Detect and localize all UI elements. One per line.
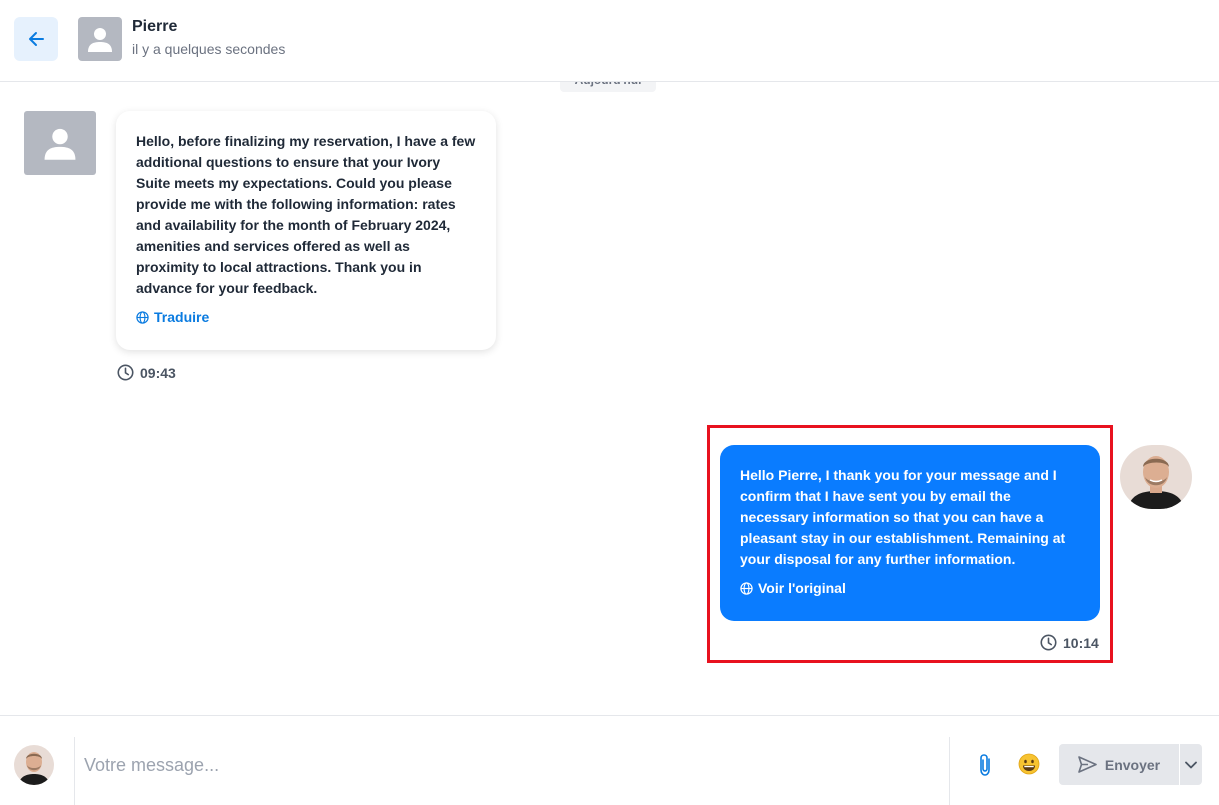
composer-divider: [949, 737, 950, 805]
incoming-message-time: [117, 364, 176, 381]
incoming-message-bubble: [116, 111, 496, 350]
paperclip-icon: [977, 753, 993, 777]
contact-avatar: [78, 17, 122, 61]
message-input[interactable]: [84, 746, 934, 784]
attach-button[interactable]: [973, 751, 997, 779]
emoji-button[interactable]: [1016, 751, 1042, 777]
sender-avatar: [24, 111, 96, 175]
send-icon: [1078, 756, 1097, 773]
user-placeholder-icon: [86, 25, 114, 53]
arrow-left-icon: [26, 29, 46, 49]
contact-status: il y a quelques secondes: [132, 41, 286, 57]
incoming-time-label: 09:43: [140, 364, 176, 381]
chevron-down-icon: [1185, 761, 1197, 769]
chat-header: [0, 0, 1219, 82]
outgoing-time-label: 10:14: [1063, 634, 1099, 651]
user-placeholder-icon: [42, 125, 78, 161]
send-button[interactable]: [1059, 744, 1179, 785]
view-original-label: Voir l'original: [758, 580, 846, 596]
composer-divider: [74, 737, 75, 805]
user-photo-icon: [14, 745, 54, 785]
current-user-avatar: [14, 745, 54, 785]
clock-icon: [117, 364, 134, 381]
back-button[interactable]: [14, 17, 58, 61]
outgoing-message-text: Hello Pierre, I thank you for your message and I confirm that I have sent you by email the necessary information so that you can have a pleasant stay in our establishment. Remaining at your disposal for any further information.: [740, 467, 1066, 567]
globe-icon: [136, 311, 149, 324]
translate-link[interactable]: [136, 309, 476, 325]
contact-name: Pierre: [132, 18, 178, 35]
smiley-icon: [1018, 753, 1040, 775]
clock-icon: [1040, 634, 1057, 651]
globe-icon: [740, 582, 753, 595]
host-avatar: [1120, 445, 1192, 509]
send-options-button[interactable]: [1180, 744, 1202, 785]
send-label: Envoyer: [1104, 756, 1161, 773]
incoming-message-text: Hello, before finalizing my reservation, I have a few additional questions to ensure that your Ivory Suite meets my expectations. Could you please provide me with the following information: rates and availability for the month of February 2024, amenities and services offered as well as proximity to local attractions. Thank you in advance for your feedback.: [136, 133, 476, 296]
host-photo-icon: [1120, 445, 1192, 509]
translate-label: Traduire: [154, 309, 210, 325]
message-composer: [0, 715, 1219, 805]
outgoing-message-time: [1040, 634, 1099, 651]
outgoing-message-bubble: [720, 445, 1100, 621]
view-original-link[interactable]: [740, 580, 1080, 596]
